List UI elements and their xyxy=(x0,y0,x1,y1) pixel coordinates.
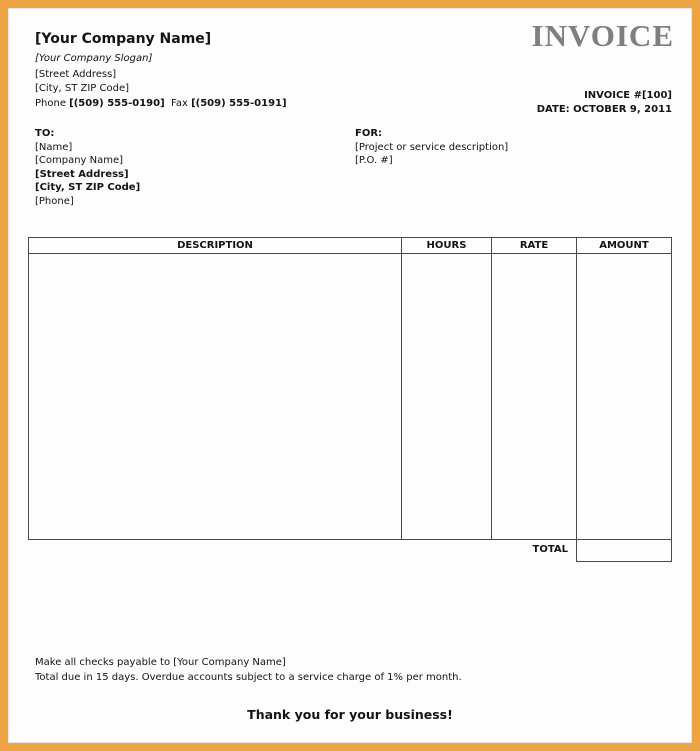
total-label: TOTAL xyxy=(532,544,568,555)
thank-you-message: Thank you for your business! xyxy=(247,707,453,722)
bill-for-description: [Project or service description] xyxy=(355,141,509,153)
phone-value: [(509) 555-0190] xyxy=(69,98,165,109)
company-phone-fax-line xyxy=(35,98,287,109)
table-header-row xyxy=(28,237,672,254)
fax-label: Fax xyxy=(164,98,192,109)
header-description: DESCRIPTION xyxy=(29,238,402,253)
company-slogan: [Your Company Slogan] xyxy=(35,53,153,64)
company-city-zip: [City, ST ZIP Code] xyxy=(35,82,130,94)
bill-to-block xyxy=(35,127,140,209)
bill-to-street: [Street Address] xyxy=(35,168,129,180)
bill-for-block xyxy=(355,127,508,168)
fax-value: [(509) 555-0191] xyxy=(191,98,287,109)
bill-for-label: FOR: xyxy=(355,128,383,139)
header-amount: AMOUNT xyxy=(599,240,649,251)
invoice-title: INVOICE xyxy=(531,18,674,53)
phone-label: Phone xyxy=(35,98,70,109)
table-body xyxy=(28,254,672,540)
total-row xyxy=(28,540,672,562)
total-value-cell xyxy=(576,540,672,562)
invoice-number: INVOICE #[100] xyxy=(584,90,672,101)
company-street: [Street Address] xyxy=(35,69,117,80)
hours-column xyxy=(402,254,492,539)
bill-to-name: [Name] xyxy=(35,141,73,153)
bill-to-phone: [Phone] xyxy=(35,195,74,207)
bill-for-po-number: [P.O. #] xyxy=(355,155,393,167)
header-hours: HOURS xyxy=(402,238,492,253)
payment-terms-note: Total due in 15 days. Overdue accounts subject to a service charge of 1% per month. xyxy=(35,672,462,683)
line-items-table xyxy=(28,237,672,562)
company-address-block xyxy=(35,68,129,95)
footer-notes xyxy=(35,655,462,685)
bill-to-label: TO: xyxy=(35,128,55,139)
company-name: [Your Company Name] xyxy=(35,31,212,47)
invoice-meta-block xyxy=(537,89,672,117)
bill-to-city-zip: [City, ST ZIP Code] xyxy=(35,182,141,194)
amount-column xyxy=(577,254,671,539)
checks-payable-note: Make all checks payable to [Your Company Name] xyxy=(35,657,286,668)
header-rate: RATE xyxy=(492,238,577,253)
bill-to-company: [Company Name] xyxy=(35,155,124,167)
rate-column xyxy=(492,254,577,539)
description-column xyxy=(29,254,402,539)
invoice-date: DATE: OCTOBER 9, 2011 xyxy=(536,104,672,115)
